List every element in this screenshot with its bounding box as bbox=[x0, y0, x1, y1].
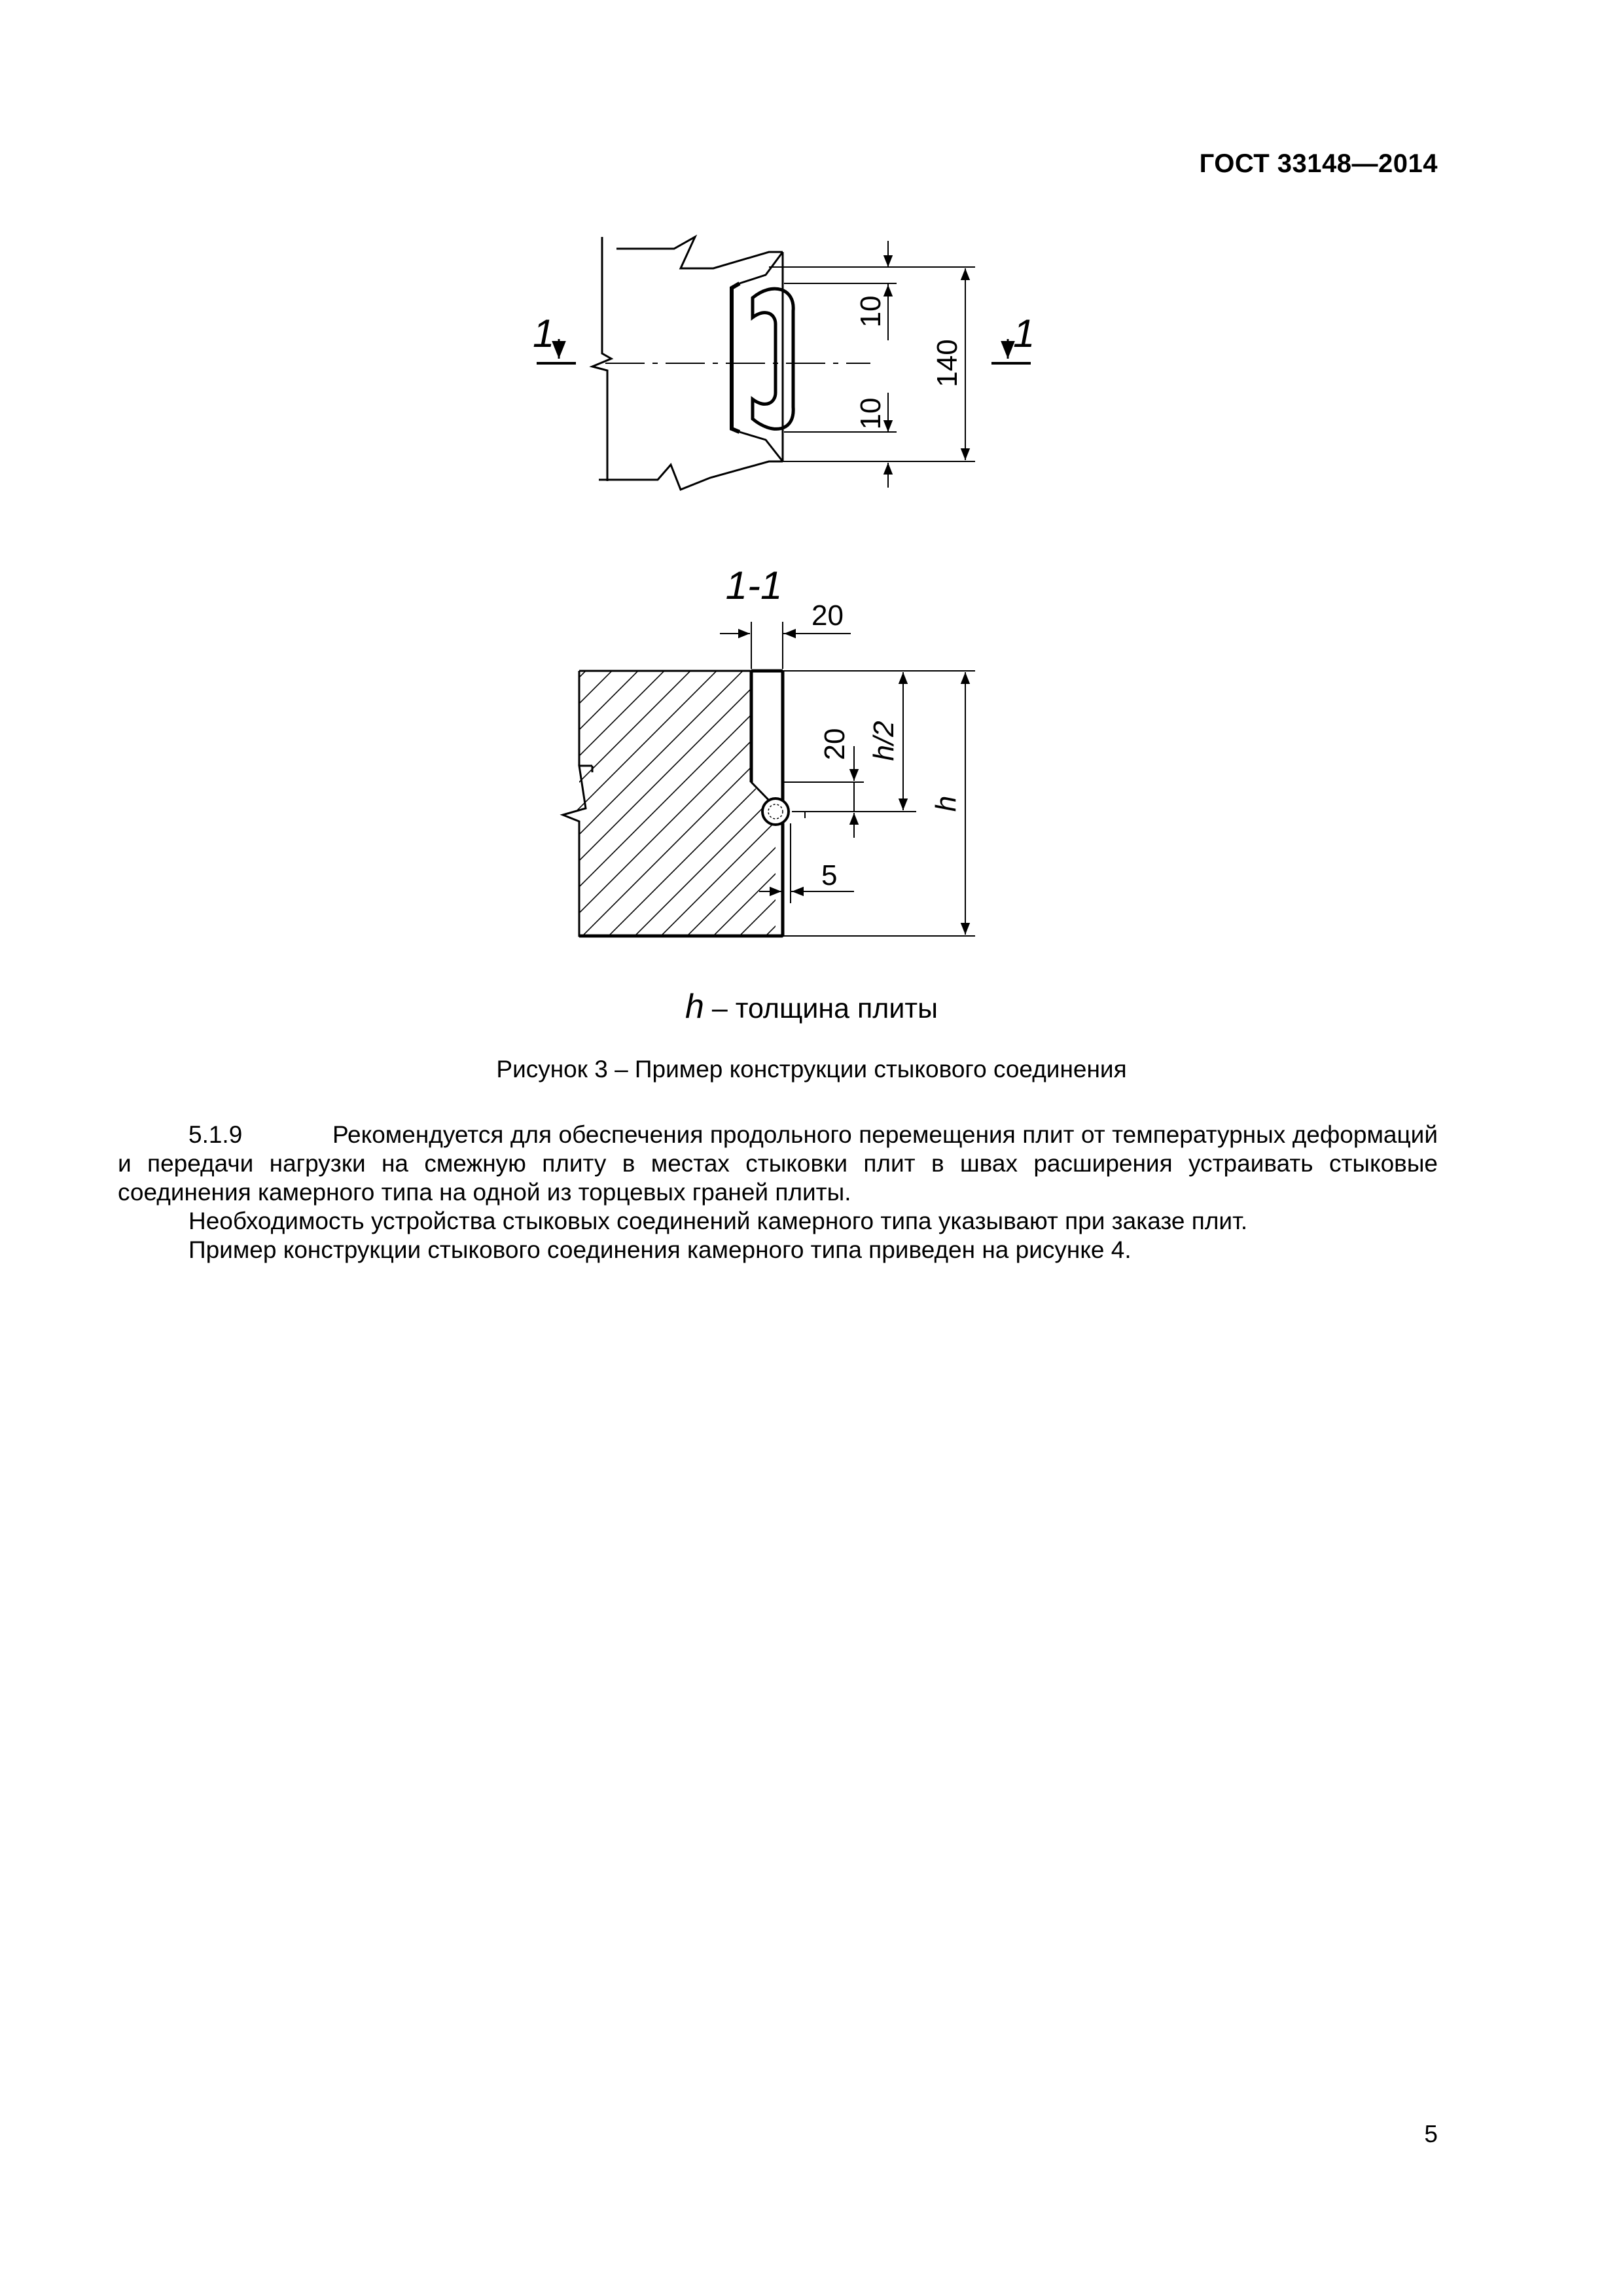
body-text bbox=[118, 1121, 1438, 1265]
joint-construction-drawing bbox=[0, 0, 1623, 982]
paragraph-number: 5.1.9 bbox=[188, 1121, 243, 1148]
dimension-offset-5: 5 bbox=[821, 859, 838, 891]
section-mark-right: 1 bbox=[1013, 312, 1035, 355]
sealing-cord bbox=[762, 798, 789, 825]
dimension-groove-20: 20 bbox=[819, 728, 851, 761]
slab-bottom-break bbox=[599, 461, 783, 490]
dimension-thickness: h bbox=[930, 795, 962, 812]
dimension-top-10: 10 bbox=[855, 295, 887, 328]
legend-dash: – bbox=[711, 993, 728, 1024]
slab-edge-line bbox=[592, 237, 611, 481]
legend-symbol: h bbox=[685, 988, 704, 1026]
paragraph-5-1-9 bbox=[118, 1121, 1438, 1207]
dimension-bottom-10: 10 bbox=[855, 397, 887, 430]
figure-caption: Рисунок 3 – Пример конструкции стыкового соединения bbox=[496, 1056, 1127, 1083]
dimension-half-thickness: h/2 bbox=[868, 721, 900, 761]
figure-legend bbox=[0, 987, 1623, 1026]
concrete-hatch bbox=[563, 671, 776, 936]
plan-view bbox=[533, 237, 1035, 490]
section-title: 1-1 bbox=[725, 564, 783, 607]
slab-top-break bbox=[616, 237, 783, 268]
paragraph-text: Рекомендуется для обеспечения продольного перемещения плит от температурных деформаций и передачи нагрузки на смежную плиту в местах стыковки плит в швах расширения устраивать стыковые соединения камерного типа на одной из торцевых граней плиты. bbox=[118, 1121, 1438, 1206]
dimension-width-20: 20 bbox=[812, 600, 844, 632]
chamber-outline bbox=[732, 283, 740, 432]
dimension-140: 140 bbox=[931, 339, 963, 387]
page-number: 5 bbox=[1424, 2121, 1438, 2147]
section-view bbox=[563, 564, 975, 936]
paragraph-order-note: Необходимость устройства стыковых соединений камерного типа указывают при заказе плит. bbox=[188, 1208, 1248, 1234]
gasket-profile bbox=[753, 289, 793, 429]
paragraph-figure-reference: Пример конструкции стыкового соединения камерного типа приведен на рисунке 4. bbox=[188, 1236, 1132, 1263]
legend-description: толщина плиты bbox=[735, 993, 938, 1024]
document-code: ГОСТ 33148—2014 bbox=[1199, 149, 1438, 178]
section-mark-left: 1 bbox=[533, 312, 555, 355]
